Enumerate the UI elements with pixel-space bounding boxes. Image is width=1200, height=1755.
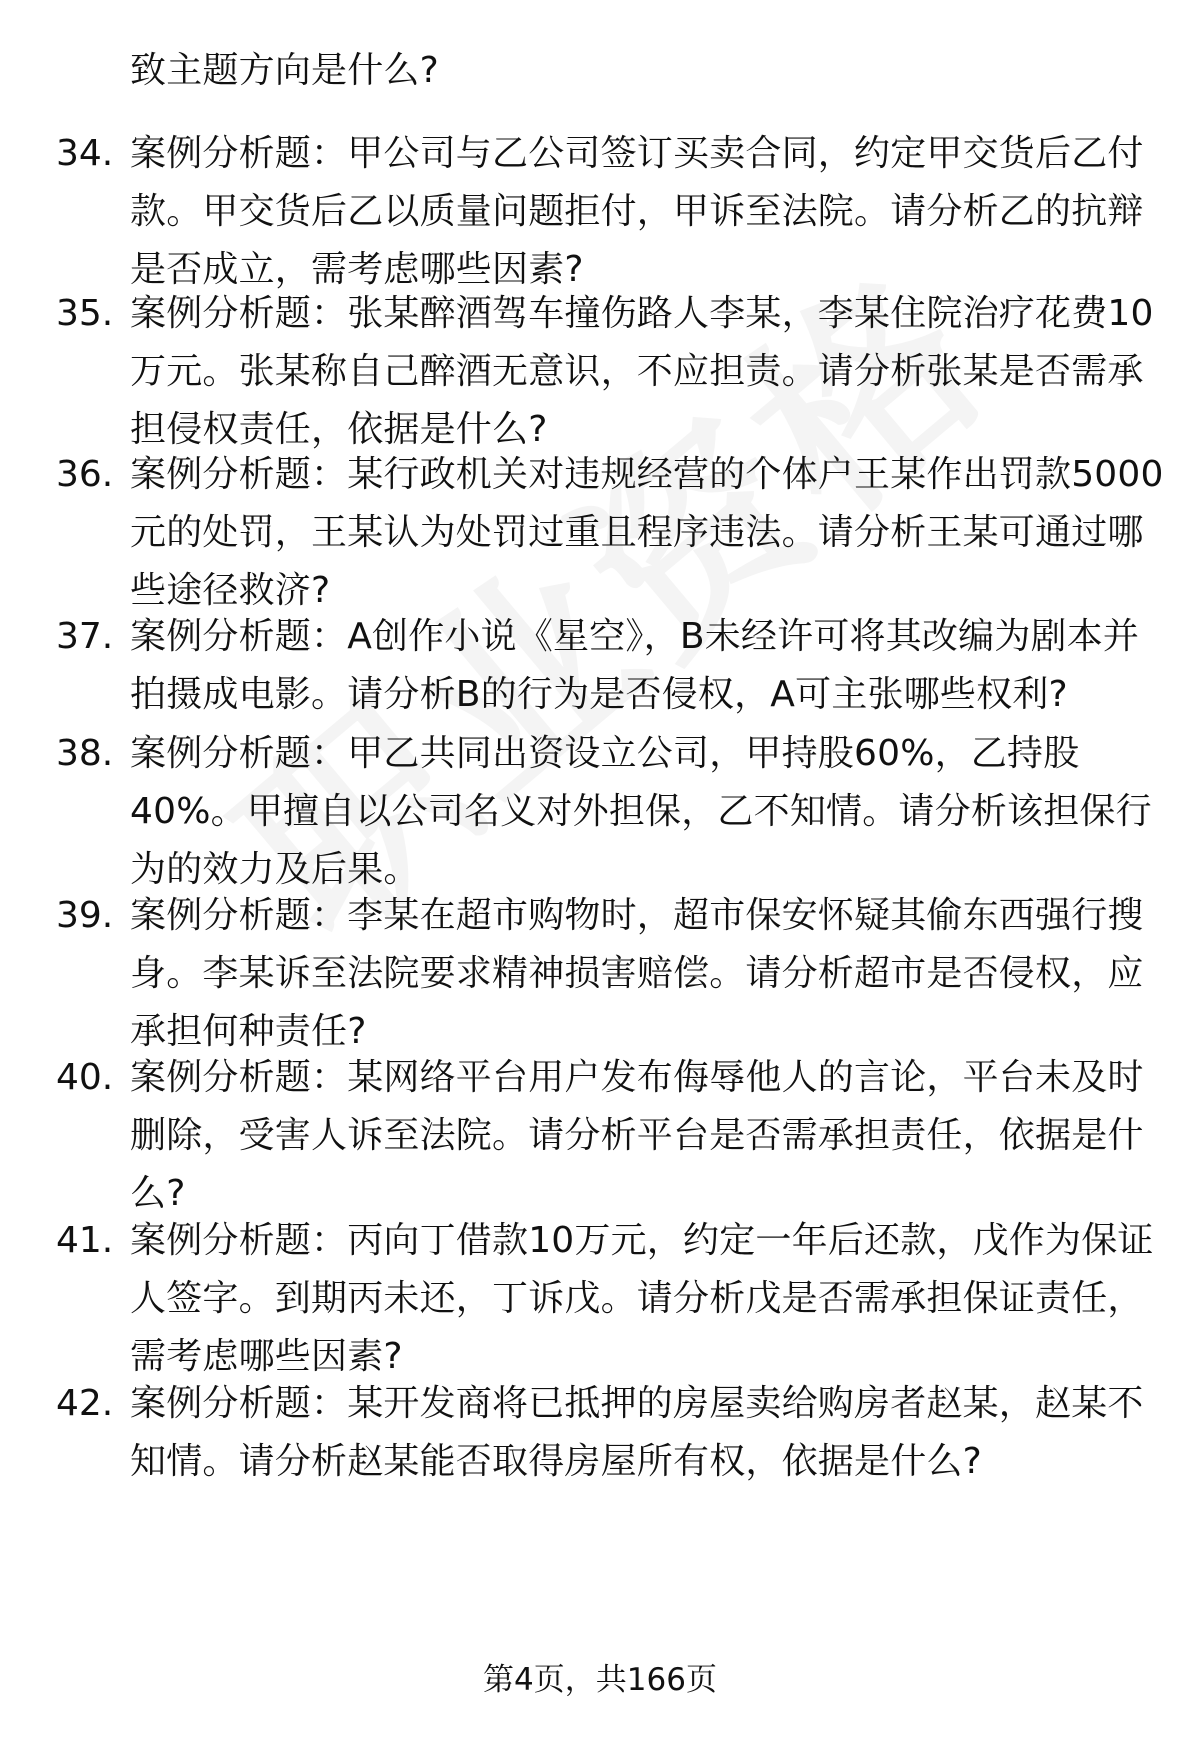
text-line: 删除，受害人诉至法院。请分析平台是否需承担责任，依据是什 xyxy=(130,1115,1144,1156)
question-number: 38. xyxy=(56,733,114,774)
text-line: 案例分析题：某开发商将已抵押的房屋卖给购房者赵某，赵某不 xyxy=(130,1383,1144,1424)
text-line: 案例分析题：丙向丁借款10万元，约定一年后还款，戊作为保证 xyxy=(130,1220,1154,1261)
question-number: 36. xyxy=(56,454,114,495)
text-line: 案例分析题：某网络平台用户发布侮辱他人的言论，平台未及时 xyxy=(130,1057,1144,1098)
text-line: 案例分析题：甲乙共同出资设立公司，甲持股60%，乙持股 xyxy=(130,733,1080,774)
question-body xyxy=(130,1212,1154,1386)
question-body xyxy=(130,887,1150,1061)
text-line: 身。李某诉至法院要求精神损害赔偿。请分析超市是否侵权，应 xyxy=(130,953,1144,994)
text-line: 致主题方向是什么? xyxy=(130,50,439,91)
question-body xyxy=(130,125,1150,299)
text-line: 万元。张某称自己醉酒无意识，不应担责。请分析张某是否需承 xyxy=(130,351,1144,392)
text-line: 为的效力及后果。 xyxy=(130,849,420,890)
question-body xyxy=(130,446,1164,620)
text-line: 些途径救济? xyxy=(130,570,331,611)
text-line: 拍摄成电影。请分析B的行为是否侵权，A可主张哪些权利? xyxy=(130,674,1068,715)
continuation-body xyxy=(130,42,1150,100)
page-footer: 第4页，共166页 xyxy=(483,1662,717,1698)
question-number: 37. xyxy=(56,616,114,657)
text-line: 款。甲交货后乙以质量问题拒付，甲诉至法院。请分析乙的抗辩 xyxy=(130,191,1144,232)
question-body xyxy=(130,725,1150,899)
question-number: 42. xyxy=(56,1383,114,1424)
question-body xyxy=(130,608,1150,724)
question-body xyxy=(130,1049,1150,1223)
text-line: 人签字。到期丙未还，丁诉戊。请分析戊是否需承担保证责任， xyxy=(130,1278,1144,1319)
question-number: 34. xyxy=(56,133,114,174)
text-line: 承担何种责任? xyxy=(130,1011,367,1052)
question-body xyxy=(130,285,1154,459)
question-number: 41. xyxy=(56,1220,114,1261)
text-line: 元的处罚，王某认为处罚过重且程序违法。请分析王某可通过哪 xyxy=(130,512,1144,553)
text-line: 案例分析题：某行政机关对违规经营的个体户王某作出罚款5000 xyxy=(130,454,1164,495)
question-body xyxy=(130,1375,1150,1491)
question-number: 35. xyxy=(56,293,114,334)
text-line: 是否成立，需考虑哪些因素? xyxy=(130,249,584,290)
text-line: 案例分析题：李某在超市购物时，超市保安怀疑其偷东西强行搜 xyxy=(130,895,1144,936)
text-line: 么? xyxy=(130,1173,186,1214)
text-line: 案例分析题：A创作小说《星空》，B未经许可将其改编为剧本并 xyxy=(130,616,1140,657)
text-line: 案例分析题：张某醉酒驾车撞伤路人李某，李某住院治疗花费10 xyxy=(130,293,1154,334)
text-line: 担侵权责任，依据是什么? xyxy=(130,409,548,450)
question-number: 40. xyxy=(56,1057,114,1098)
text-line: 需考虑哪些因素? xyxy=(130,1336,403,1377)
text-line: 知情。请分析赵某能否取得房屋所有权，依据是什么? xyxy=(130,1441,982,1482)
question-number: 39. xyxy=(56,895,114,936)
text-line: 40%。甲擅自以公司名义对外担保，乙不知情。请分析该担保行 xyxy=(130,791,1152,832)
text-line: 案例分析题：甲公司与乙公司签订买卖合同，约定甲交货后乙付 xyxy=(130,133,1144,174)
